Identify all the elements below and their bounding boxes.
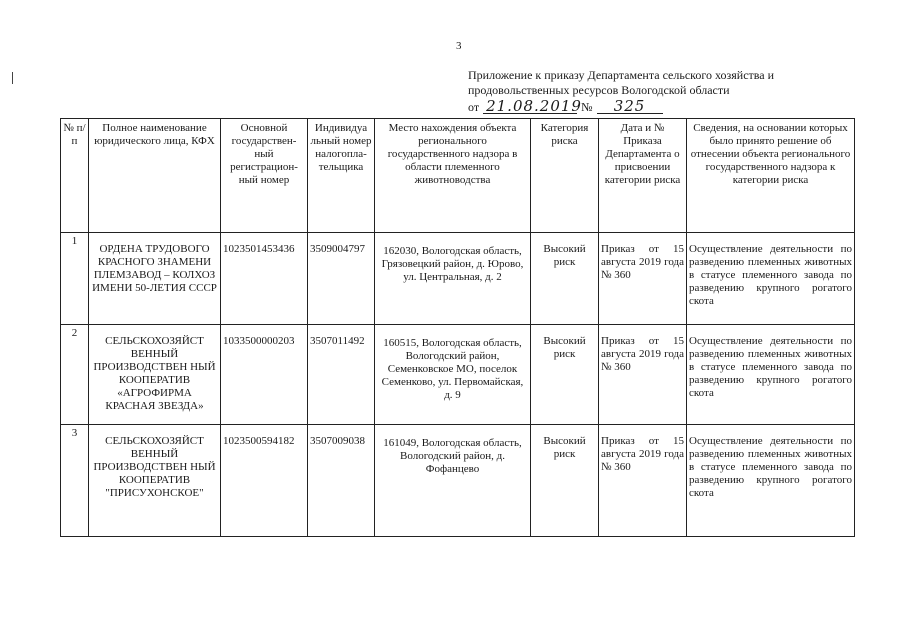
cell-info: Осуществление деятельности по разведению племенных животных в статусе племенного завода по разведению крупного рогатого скота	[687, 425, 855, 537]
header-line-1: Приложение к приказу Департамента сельского хозяйства и	[468, 68, 775, 82]
page-number: 3	[456, 40, 462, 52]
table-row	[61, 325, 855, 425]
header-cell-inn: Индивидуа льный номер налогопла-тельщика	[308, 119, 375, 233]
cell-category: Высокий риск	[531, 325, 599, 425]
number-sign: №	[581, 100, 593, 114]
header-from-label: от	[468, 100, 480, 114]
handwritten-number: 325	[597, 99, 663, 114]
cell-num: 2	[61, 325, 89, 425]
header-cell-address: Место нахождения объекта регионального государственного надзора в области племенного животноводства	[375, 119, 531, 233]
risk-category-table	[60, 118, 855, 537]
table-row	[61, 233, 855, 325]
handwritten-date: 21.08.2019	[483, 99, 577, 114]
margin-mark	[12, 72, 13, 84]
cell-num: 3	[61, 425, 89, 537]
cell-ogrn: 1023501453436	[221, 233, 308, 325]
cell-name: СЕЛЬСКОХОЗЯЙСТ ВЕННЫЙ ПРОИЗВОДСТВЕН НЫЙ КООПЕРАТИВ «АГРОФИРМА КРАСНАЯ ЗВЕЗДА»	[89, 325, 221, 425]
cell-order: Приказ от 15 августа 2019 года № 360	[599, 233, 687, 325]
cell-inn: 3509004797	[308, 233, 375, 325]
cell-address: 162030, Вологодская область, Грязовецкий район, д. Юрово, ул. Центральная, д. 2	[375, 233, 531, 325]
header-cell-ogrn: Основной государствен-ный регистрацион-ный номер	[221, 119, 308, 233]
table-header-row	[61, 119, 855, 233]
cell-info: Осуществление деятельности по разведению племенных животных в статусе племенного завода по разведению крупного рогатого скота	[687, 325, 855, 425]
header-cell-num: № п/п	[61, 119, 89, 233]
header-cell-name: Полное наименование юридического лица, КФХ	[89, 119, 221, 233]
cell-name: СЕЛЬСКОХОЗЯЙСТ ВЕННЫЙ ПРОИЗВОДСТВЕН НЫЙ КООПЕРАТИВ "ПРИСУХОНСКОЕ"	[89, 425, 221, 537]
cell-ogrn: 1023500594182	[221, 425, 308, 537]
cell-inn: 3507011492	[308, 325, 375, 425]
header-cell-order: Дата и № Приказа Департамента о присвоении категории риска	[599, 119, 687, 233]
header-cell-category: Категория риска	[531, 119, 599, 233]
cell-address: 160515, Вологодская область, Вологодский район, Семенковское МО, поселок Семенково, ул. Первомайская, д. 9	[375, 325, 531, 425]
header-date-number-line	[468, 99, 774, 114]
table-row	[61, 425, 855, 537]
cell-address: 161049, Вологодская область, Вологодский район, д. Фофанцево	[375, 425, 531, 537]
cell-order: Приказ от 15 августа 2019 года № 360	[599, 425, 687, 537]
header-line-2: продовольственных ресурсов Вологодской области	[468, 83, 730, 97]
header-cell-info: Сведения, на основании которых было принято решение об отнесении объекта регионального государственного надзора к категории риска	[687, 119, 855, 233]
cell-info: Осуществление деятельности по разведению племенных животных в статусе племенного завода по разведению крупного рогатого скота	[687, 233, 855, 325]
cell-inn: 3507009038	[308, 425, 375, 537]
document-header	[468, 68, 774, 114]
cell-category: Высокий риск	[531, 233, 599, 325]
cell-order: Приказ от 15 августа 2019 года № 360	[599, 325, 687, 425]
cell-ogrn: 1033500000203	[221, 325, 308, 425]
cell-num: 1	[61, 233, 89, 325]
cell-category: Высокий риск	[531, 425, 599, 537]
cell-name: ОРДЕНА ТРУДОВОГО КРАСНОГО ЗНАМЕНИ ПЛЕМЗАВОД – КОЛХОЗ ИМЕНИ 50-ЛЕТИЯ СССР	[89, 233, 221, 325]
